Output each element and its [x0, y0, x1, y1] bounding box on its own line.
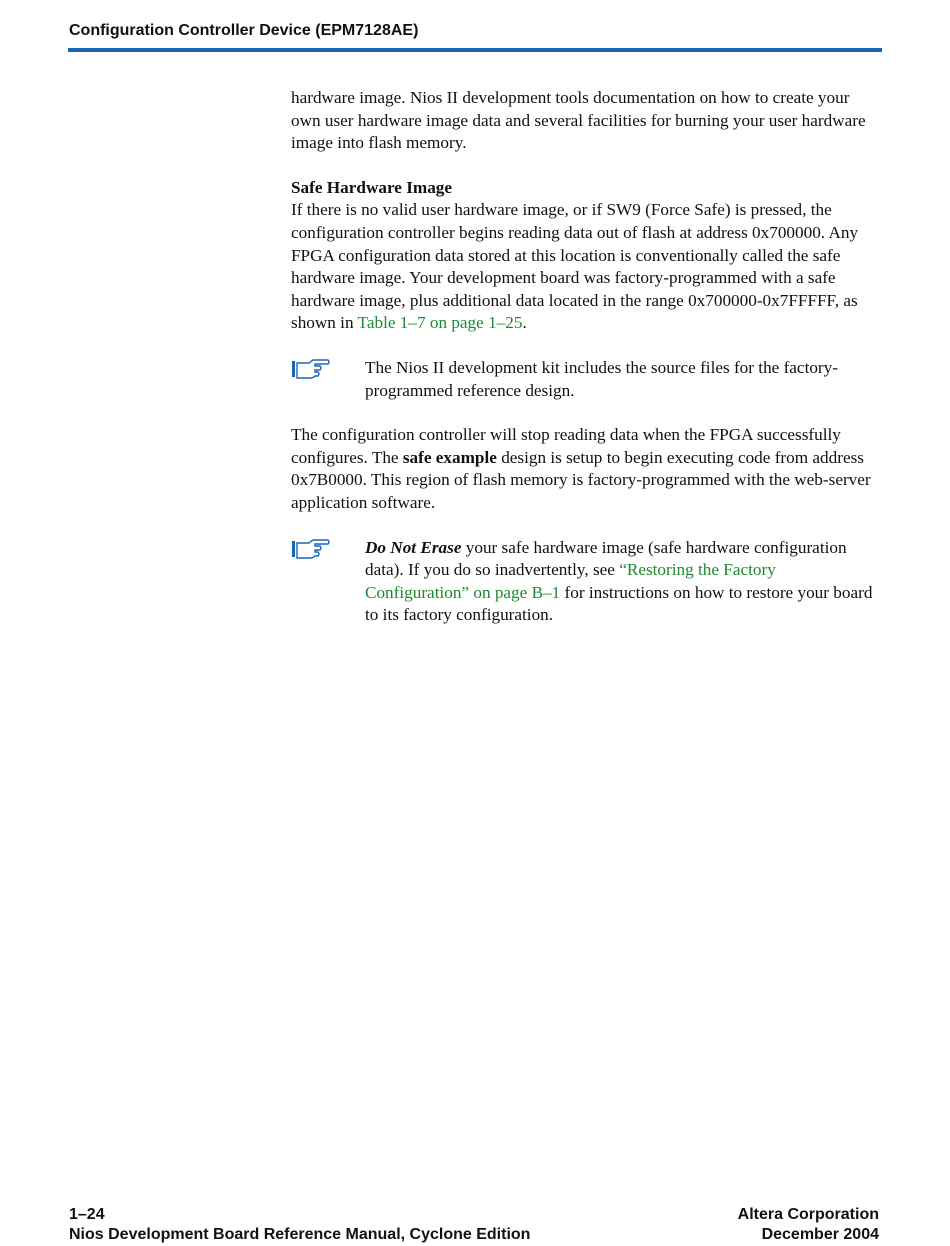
- body-text: [291, 87, 883, 649]
- para2-text-b: design is setup to begin executing code from address 0x7B0000. This region of flash memory is factory-programmed with the web-server application software.: [291, 447, 871, 512]
- section-heading: Safe Hardware Image: [291, 177, 453, 197]
- manual-title: Nios Development Board Reference Manual, Cyclone Edition: [69, 1226, 531, 1243]
- note2-text-a: your safe hardware image (safe hardware configuration data). If you do so inadvertently, see: [365, 537, 847, 580]
- publication-date: December 2004: [761, 1226, 879, 1243]
- page-footer: [69, 1205, 879, 1245]
- pointing-hand-icon: [291, 358, 331, 380]
- page-number: 1–24: [69, 1206, 105, 1223]
- header-rule: [68, 48, 882, 52]
- safe-example-bold: safe example: [402, 447, 497, 467]
- table-link[interactable]: Table 1–7 on page 1–25: [357, 313, 523, 333]
- restoring-link[interactable]: “Restoring the Factory Configuration” on page B–1: [365, 560, 776, 602]
- note-1: [291, 357, 883, 402]
- paragraph-2: [291, 424, 883, 514]
- section-end: .: [522, 313, 527, 333]
- note2-text-b: for instructions on how to restore your board to its factory configuration.: [365, 582, 873, 625]
- do-not-erase-emphasis: Do Not Erase: [365, 537, 462, 557]
- header-title: Configuration Controller Device (EPM7128AE): [69, 22, 419, 39]
- para2-text-a: The configuration controller will stop reading data when the FPGA successfully configures. The: [291, 425, 841, 467]
- page-header: [69, 20, 882, 42]
- pointing-hand-icon: [291, 538, 331, 560]
- section-paragraph: [291, 199, 883, 335]
- section-text: If there is no valid user hardware image, or if SW9 (Force Safe) is pressed, the configuration controller begins reading data out of flash at address 0x700000. Any FPGA configuration data stored at this location is conventionally called the safe hardware image. Your development board was factory-programmed with a safe hardware image, plus additional data located in the range 0x700000-0x7FFFFF, as shown in: [291, 200, 859, 333]
- company-name: Altera Corporation: [737, 1206, 879, 1223]
- intro-paragraph: hardware image. Nios II development tools documentation on how to create your own user hardware image data and several facilities for burning your user hardware image into flash memory.: [291, 88, 866, 153]
- note-1-text: The Nios II development kit includes the source files for the factory-programmed reference design.: [365, 357, 838, 400]
- note-2: [291, 537, 883, 627]
